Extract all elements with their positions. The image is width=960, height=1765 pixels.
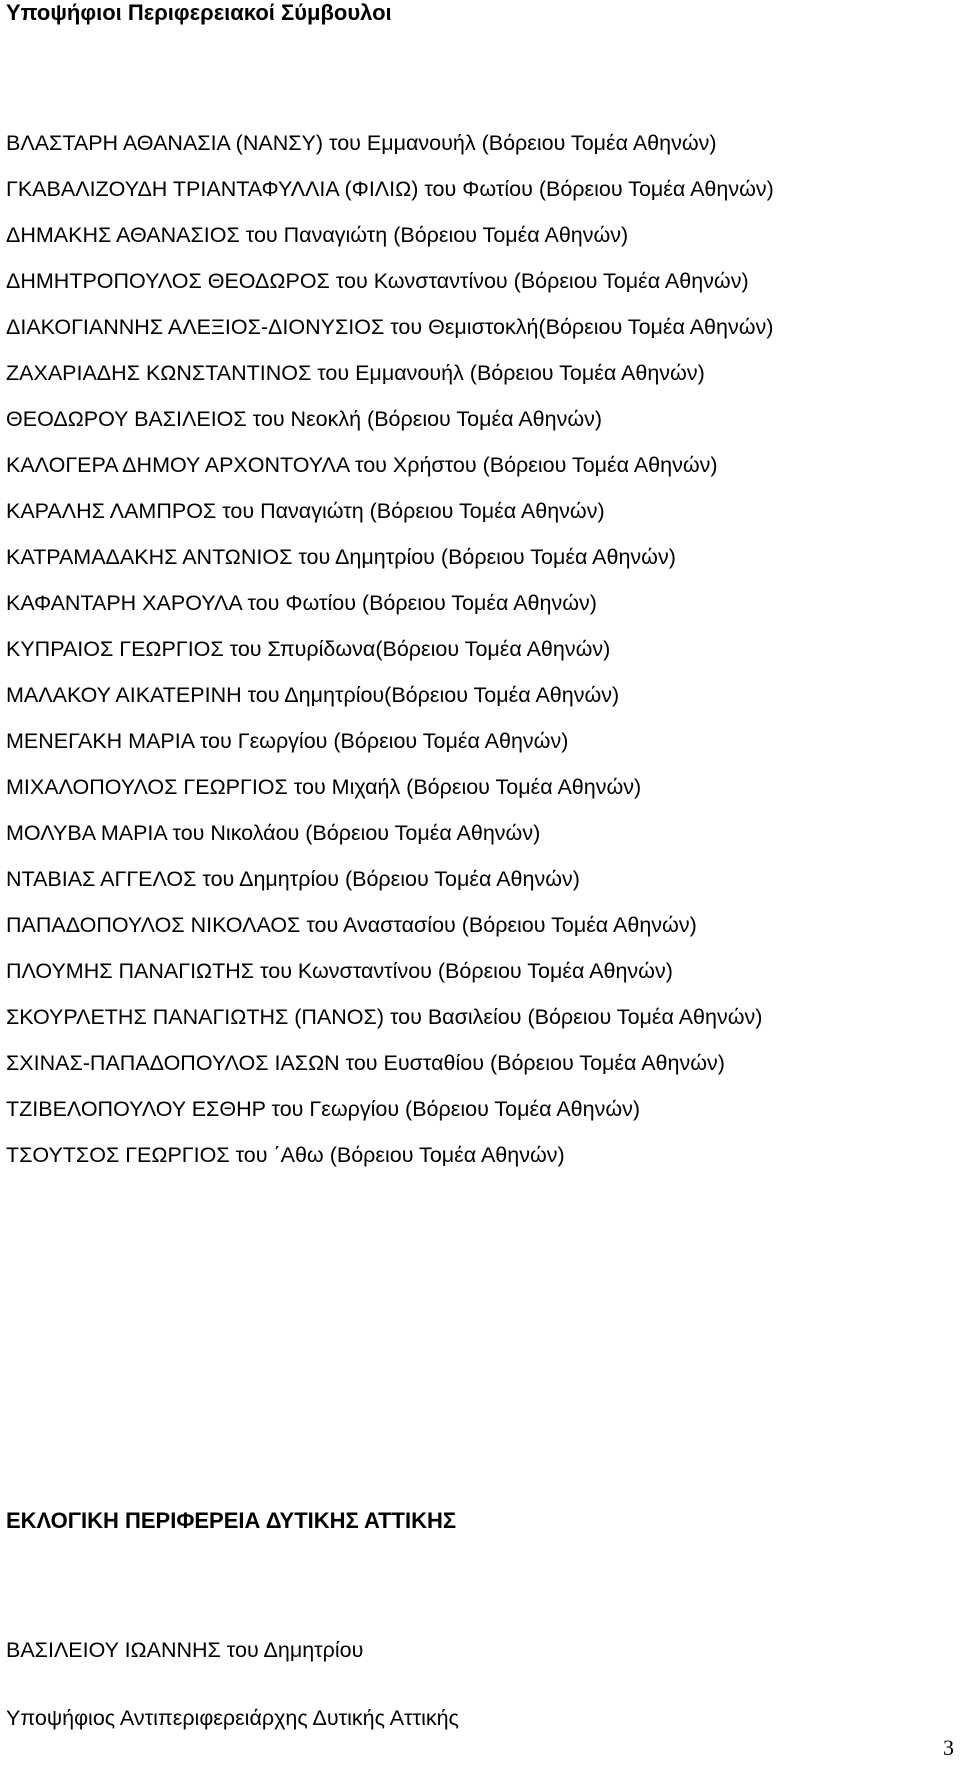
list-item: ΣΚΟΥΡΛΕΤΗΣ ΠΑΝΑΓΙΩΤΗΣ (ΠΑΝΟΣ) του Βασιλείου (Βόρειου Τομέα Αθηνών) bbox=[6, 1005, 763, 1029]
list-item: ΜΕΝΕΓΑΚΗ ΜΑΡΙΑ του Γεωργίου (Βόρειου Τομέα Αθηνών) bbox=[6, 729, 569, 753]
list-item: ΔΗΜΗΤΡΟΠΟΥΛΟΣ ΘΕΟΔΩΡΟΣ του Κωνσταντίνου (Βόρειου Τομέα Αθηνών) bbox=[6, 269, 749, 293]
list-item: ΚΑΛΟΓΕΡΑ ΔΗΜΟΥ ΑΡΧΟΝΤΟΥΛΑ του Χρήστου (Βόρειου Τομέα Αθηνών) bbox=[6, 453, 718, 477]
list-item: ΒΛΑΣΤΑΡΗ ΑΘΑΝΑΣΙΑ (ΝΑΝΣΥ) του Εμμανουήλ (Βόρειου Τομέα Αθηνών) bbox=[6, 131, 717, 155]
list-item: ΤΖΙΒΕΛΟΠΟΥΛΟΥ ΕΣΘΗΡ του Γεωργίου (Βόρειου Τομέα Αθηνών) bbox=[6, 1097, 641, 1121]
list-item: ΠΑΠΑΔΟΠΟΥΛΟΣ ΝΙΚΟΛΑΟΣ του Αναστασίου (Βόρειου Τομέα Αθηνών) bbox=[6, 913, 697, 937]
page-heading: Υποψήφιοι Περιφερειακοί Σύμβουλοι bbox=[6, 0, 392, 25]
page-number: 3 bbox=[943, 1735, 954, 1760]
list-item: ΚΑΦΑΝΤΑΡΗ ΧΑΡΟΥΛΑ του Φωτίου (Βόρειου Τομέα Αθηνών) bbox=[6, 591, 597, 615]
list-item: ΜΟΛΥΒΑ ΜΑΡΙΑ του Νικολάου (Βόρειου Τομέα Αθηνών) bbox=[6, 821, 541, 845]
list-item: ΣΧΙΝΑΣ-ΠΑΠΑΔΟΠΟΥΛΟΣ ΙΑΣΩΝ του Ευσταθίου (Βόρειου Τομέα Αθηνών) bbox=[6, 1051, 725, 1075]
list-item: ΜΑΛΑΚΟΥ ΑΙΚΑΤΕΡΙΝΗ του Δημητρίου(Βόρειου Τομέα Αθηνών) bbox=[6, 683, 620, 707]
list-item-text: ΓΚΑΒΑΛΙΖΟΥΔΗ ΤΡΙΑΝΤΑΦΥΛΛΙΑ (ΦΙΛΙΩ) του Φωτίου (Βόρειου Τομέα Αθηνών) bbox=[6, 177, 774, 201]
list-item: ΔΗΜΑΚΗΣ ΑΘΑΝΑΣΙΟΣ του Παναγιώτη (Βόρειου Τομέα Αθηνών) bbox=[6, 223, 629, 247]
list-item: ΜΙΧΑΛΟΠΟΥΛΟΣ ΓΕΩΡΓΙΟΣ του Μιχαήλ (Βόρειου Τομέα Αθηνών) bbox=[6, 775, 642, 799]
list-item: ΖΑΧΑΡΙΑΔΗΣ ΚΩΝΣΤΑΝΤΙΝΟΣ του Εμμανουήλ (Βόρειου Τομέα Αθηνών) bbox=[6, 361, 705, 385]
section-heading: ΕΚΛΟΓΙΚΗ ΠΕΡΙΦΕΡΕΙΑ ΔΥΤΙΚΗΣ ΑΤΤΙΚΗΣ bbox=[6, 1508, 457, 1533]
list-item: ΘΕΟΔΩΡΟΥ ΒΑΣΙΛΕΙΟΣ του Νεοκλή (Βόρειου Τομέα Αθηνών) bbox=[6, 407, 603, 431]
list-item: ΚΑΡΑΛΗΣ ΛΑΜΠΡΟΣ του Παναγιώτη (Βόρειου Τομέα Αθηνών) bbox=[6, 499, 605, 523]
candidate-list bbox=[6, 120, 946, 1178]
candidate-role-line: Υποψήφιος Αντιπεριφερειάρχης Δυτικής Αττικής bbox=[6, 1706, 459, 1730]
list-item: ΤΣΟΥΤΣΟΣ ΓΕΩΡΓΙΟΣ του ΄Αθω (Βόρειου Τομέα Αθηνών) bbox=[6, 1143, 565, 1167]
list-item: ΚΑΤΡΑΜΑΔΑΚΗΣ ΑΝΤΩΝΙΟΣ του Δημητρίου (Βόρειου Τομέα Αθηνών) bbox=[6, 545, 676, 569]
candidate-name-line: ΒΑΣΙΛΕΙΟΥ ΙΩΑΝΝΗΣ του Δημητρίου bbox=[6, 1638, 364, 1662]
list-item bbox=[6, 166, 946, 212]
list-item: ΝΤΑΒΙΑΣ ΑΓΓΕΛΟΣ του Δημητρίου (Βόρειου Τομέα Αθηνών) bbox=[6, 867, 580, 891]
list-item: ΠΛΟΥΜΗΣ ΠΑΝΑΓΙΩΤΗΣ του Κωνσταντίνου (Βόρειου Τομέα Αθηνών) bbox=[6, 959, 673, 983]
list-item: ΚΥΠΡΑΙΟΣ ΓΕΩΡΓΙΟΣ του Σπυρίδωνα(Βόρειου Τομέα Αθηνών) bbox=[6, 637, 611, 661]
list-item: ΔΙΑΚΟΓΙΑΝΝΗΣ ΑΛΕΞΙΟΣ-ΔΙΟΝΥΣΙΟΣ του Θεμιστοκλή(Βόρειου Τομέα Αθηνών) bbox=[6, 315, 774, 339]
